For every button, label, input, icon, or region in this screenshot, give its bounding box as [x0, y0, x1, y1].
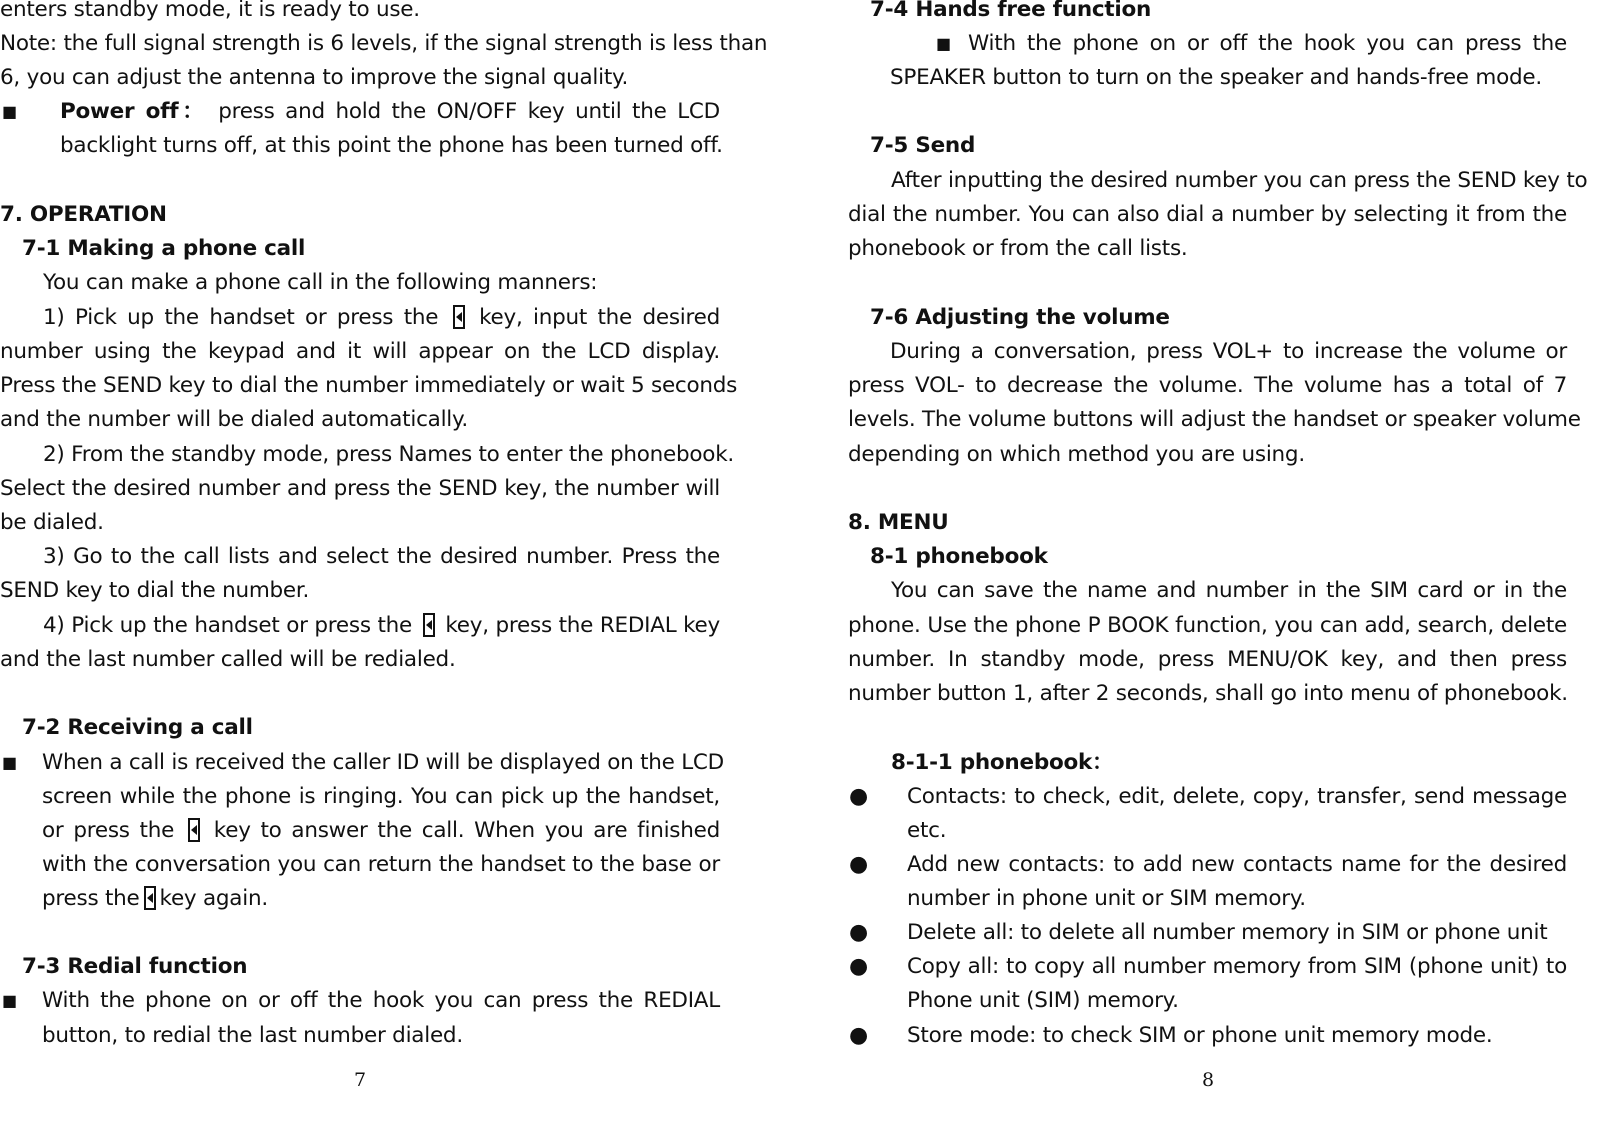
text-line: Note: the full signal strength is 6 levels, if the signal strength is less than	[0, 31, 768, 56]
text-span: key again.	[159, 886, 268, 911]
text-line: Delete all: to delete all number memory in SIM or phone unit	[907, 920, 1548, 945]
subsection-heading: 7-3 Redial function	[22, 954, 248, 979]
text-line: number in phone unit or SIM memory.	[907, 886, 1306, 911]
text-span: 4) Pick up the handset or press the	[43, 613, 412, 638]
handsfree-key-icon	[423, 613, 435, 637]
text-line	[43, 608, 720, 643]
text-span: key, press the REDIAL key	[445, 613, 720, 638]
text-line: You can make a phone call in the following manners:	[43, 270, 598, 295]
subsection-heading: 7-4 Hands free function	[870, 0, 1152, 22]
text-line: With the phone on or off the hook you can press the REDIAL	[42, 988, 720, 1013]
section-heading: 7. OPERATION	[0, 202, 167, 227]
text-line: backlight turns off, at this point the phone has been turned off.	[60, 133, 723, 158]
subsection-heading: 7-5 Send	[870, 133, 976, 158]
text-line: Press the SEND key to dial the number immediately or wait 5 seconds	[0, 373, 738, 398]
text-line: After inputting the desired number you can press the SEND key to	[891, 168, 1588, 193]
text-line: button, to redial the last number dialed.	[42, 1023, 463, 1048]
text-line: press VOL- to decrease the volume. The volume has a total of 7	[848, 373, 1567, 398]
text-line: Contacts: to check, edit, delete, copy, transfer, send message	[907, 784, 1567, 809]
text-line: press and hold the ON/OFF key until the LCD	[218, 99, 720, 124]
text-line: Select the desired number and press the SEND key, the number will	[0, 476, 720, 501]
round-bullet-icon: ●	[849, 920, 868, 945]
text-line: number button 1, after 2 seconds, shall go into menu of phonebook.	[848, 681, 1568, 706]
text-line: levels. The volume buttons will adjust the handset or speaker volume	[848, 407, 1581, 432]
text-line: screen while the phone is ringing. You can pick up the handset,	[42, 784, 720, 809]
square-bullet-icon: ■	[2, 753, 17, 772]
text-span: key, input the desired	[479, 305, 720, 330]
round-bullet-icon: ●	[849, 852, 868, 877]
square-bullet-icon: ■	[936, 34, 951, 53]
text-line: SEND key to dial the number.	[0, 578, 310, 603]
square-bullet-icon: ■	[2, 102, 17, 121]
handsfree-key-icon	[453, 305, 465, 329]
page-number: 7	[354, 1069, 367, 1091]
text-line: Add new contacts: to add new contacts name for the desired	[907, 852, 1567, 877]
subsection-heading: 7-2 Receiving a call	[22, 715, 253, 740]
text-span: press the	[42, 886, 140, 911]
text-line: 3) Go to the call lists and select the desired number. Press the	[43, 544, 720, 569]
text-line: depending on which method you are using.	[848, 442, 1305, 467]
text-line: Copy all: to copy all number memory from SIM (phone unit) to	[907, 954, 1567, 979]
text-line: number. In standby mode, press MENU/OK key, and then press	[848, 647, 1567, 672]
text-line: Phone unit (SIM) memory.	[907, 988, 1179, 1013]
handsfree-key-icon	[188, 818, 200, 842]
text-line: 6, you can adjust the antenna to improve the signal quality.	[0, 65, 629, 90]
section-heading: 8. MENU	[848, 510, 949, 535]
square-bullet-icon: ■	[2, 991, 17, 1010]
text-line: When a call is received the caller ID will be displayed on the LCD	[42, 750, 724, 775]
text-line: SPEAKER button to turn on the speaker and hands-free mode.	[890, 65, 1542, 90]
text-line: Store mode: to check SIM or phone unit memory mode.	[907, 1023, 1493, 1048]
subsection-heading: 7-1 Making a phone call	[22, 236, 306, 261]
text-line: be dialed.	[0, 510, 104, 535]
text-line: During a conversation, press VOL+ to increase the volume or	[890, 339, 1567, 364]
text-line: with the conversation you can return the handset to the base or	[42, 852, 720, 877]
text-line	[42, 881, 787, 916]
text-span: or press the	[42, 818, 175, 843]
text-line: and the number will be dialed automatically.	[0, 407, 469, 432]
power-off-label: Power off：	[60, 99, 208, 124]
text-span: 1) Pick up the handset or press the	[43, 305, 439, 330]
text-line	[43, 300, 720, 335]
text-line: phone. Use the phone P BOOK function, you can add, search, delete	[848, 613, 1567, 638]
subsection-heading: 7-6 Adjusting the volume	[870, 305, 1170, 330]
page-number: 8	[1202, 1069, 1215, 1091]
text-line: dial the number. You can also dial a number by selecting it from the	[848, 202, 1567, 227]
round-bullet-icon: ●	[849, 1023, 868, 1048]
text-line: and the last number called will be redialed.	[0, 647, 456, 672]
text-line: 2) From the standby mode, press Names to enter the phonebook.	[43, 442, 734, 467]
round-bullet-icon: ●	[849, 954, 868, 979]
subsection-heading: 8-1-1 phonebook：	[891, 750, 1114, 775]
text-span: key to answer the call. When you are finished	[213, 818, 720, 843]
text-line: With the phone on or off the hook you can press the	[968, 31, 1567, 56]
text-line: etc.	[907, 818, 947, 843]
text-line: You can save the name and number in the SIM card or in the	[891, 578, 1567, 603]
text-line: phonebook or from the call lists.	[848, 236, 1188, 261]
round-bullet-icon: ●	[849, 784, 868, 809]
text-line	[42, 813, 720, 848]
handsfree-key-icon	[144, 886, 156, 910]
text-line: number using the keypad and it will appear on the LCD display.	[0, 339, 720, 364]
text-line: enters standby mode, it is ready to use.	[0, 0, 420, 22]
subsection-heading: 8-1 phonebook	[870, 544, 1048, 569]
